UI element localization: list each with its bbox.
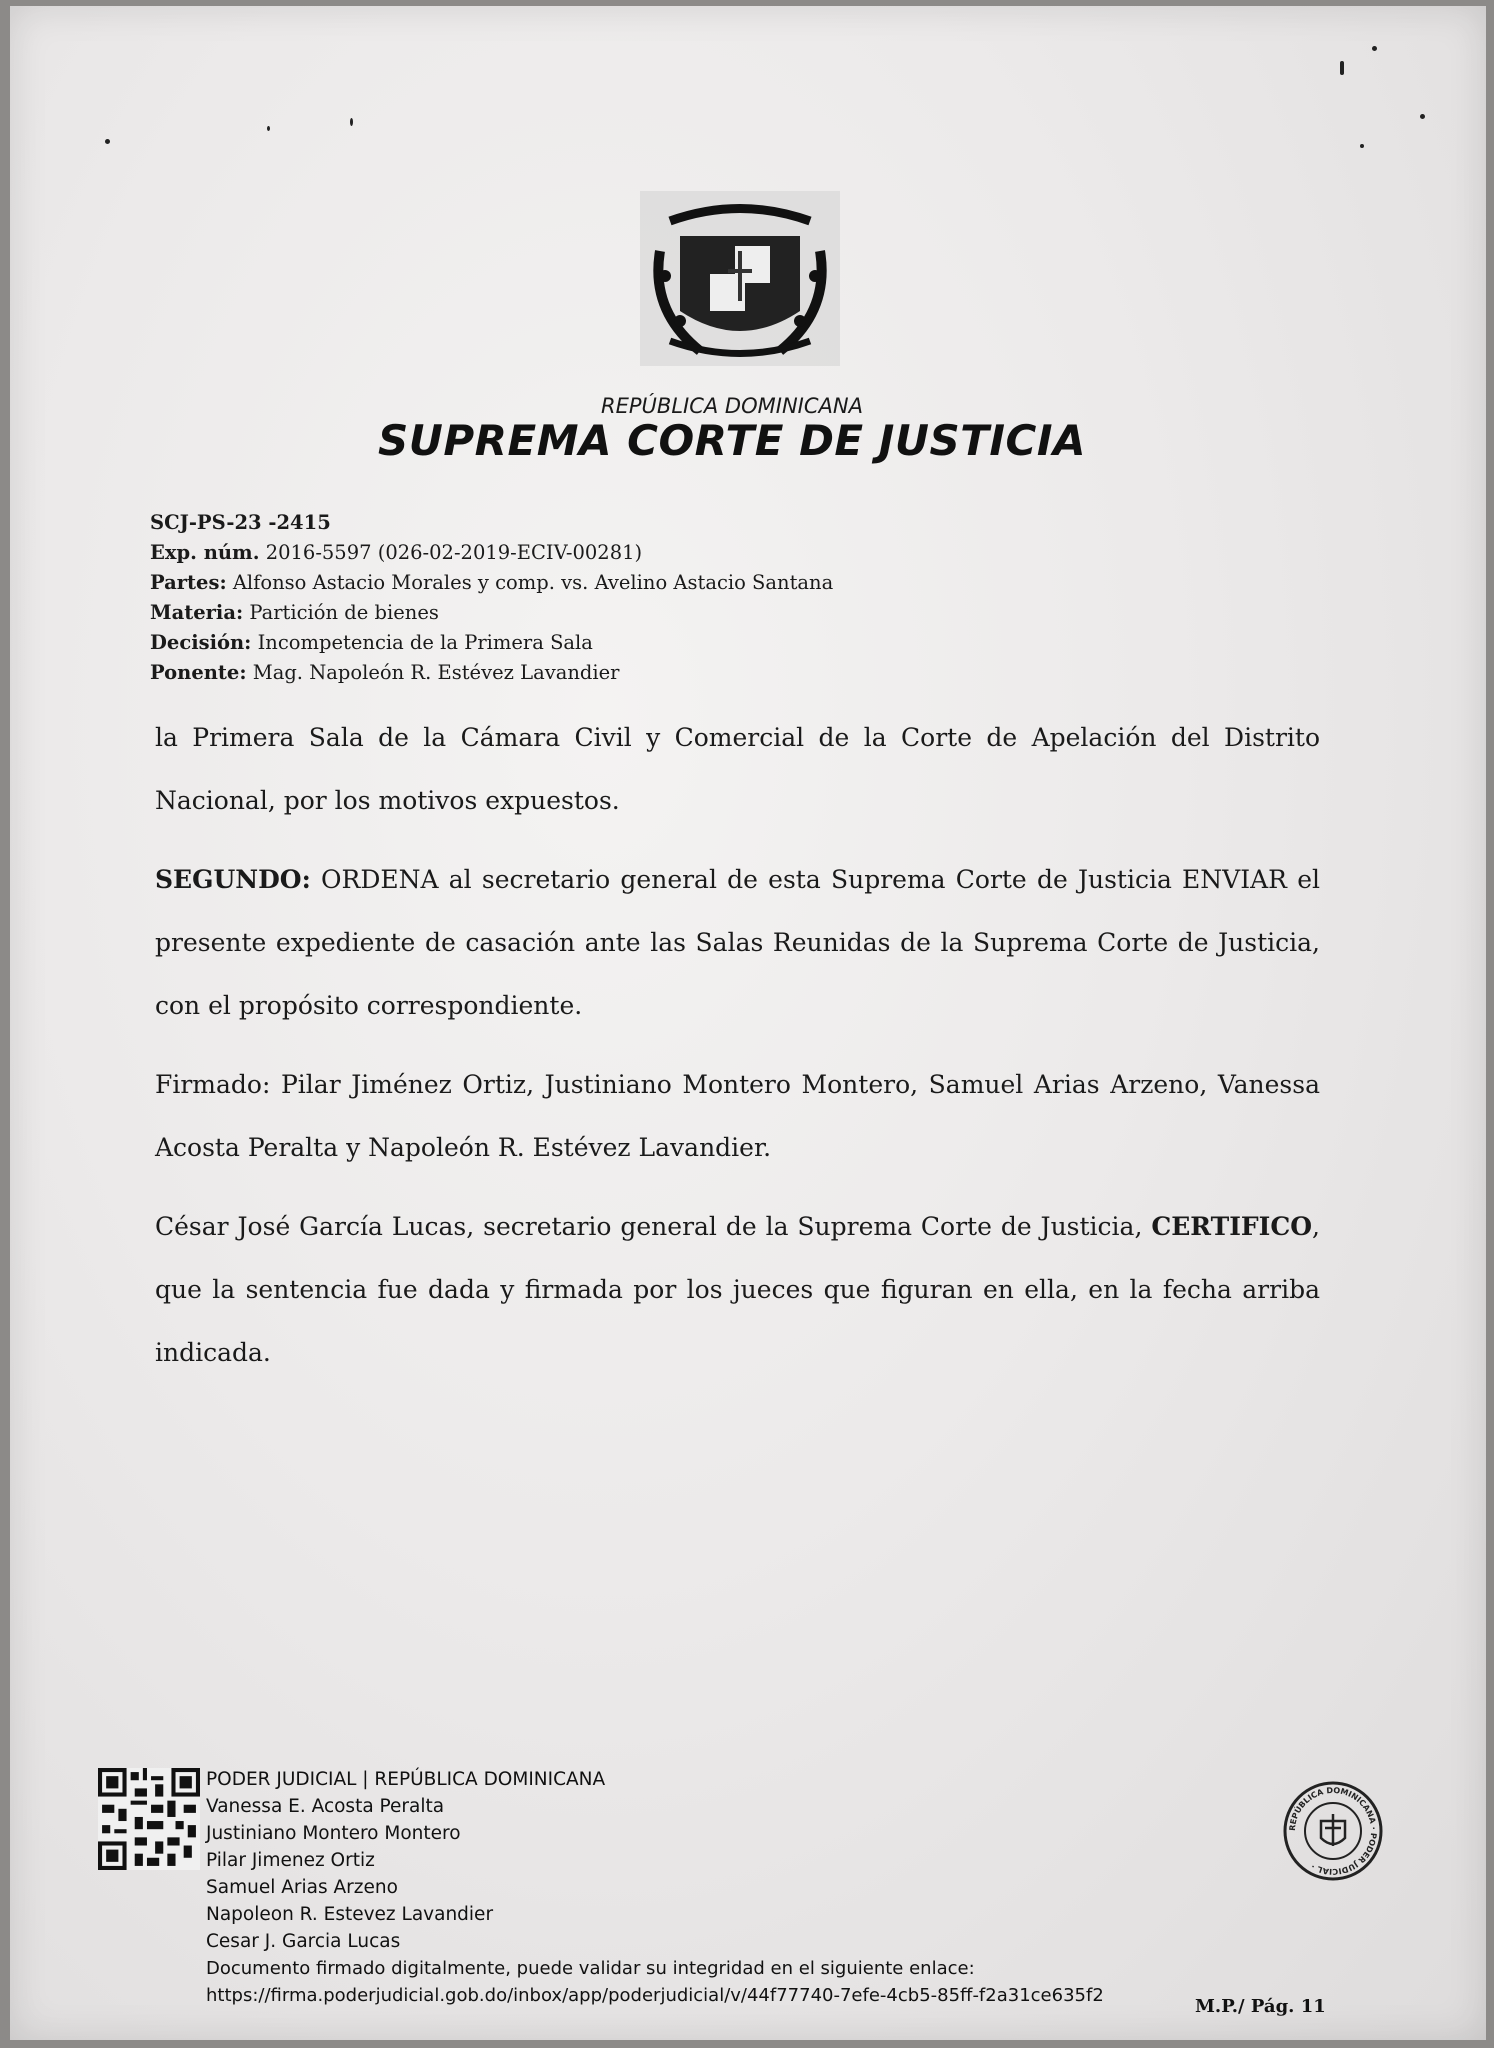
speck [350,118,353,126]
certifico-text-b: , que la sentencia fue dada y firmada por los jueces que figuran en ella, en la fecha arriba indicada. [155,1212,1320,1367]
partes-row [150,568,833,598]
signer: Samuel Arias Arzeno [206,1877,398,1898]
coat-of-arms-icon [640,191,840,366]
paragraph-1: la Primera Sala de la Cámara Civil y Comercial de la Corte de Apelación del Distrito Nacional, por los motivos expuestos. [155,723,1320,815]
signers-list [206,1766,605,1955]
ponente-label: Ponente: [150,661,247,684]
decision-label: Decisión: [150,631,252,654]
segundo-label: SEGUNDO: [155,865,311,894]
certifico-text-a: César José García Lucas, secretario general de la Suprema Corte de Justicia, [155,1212,1152,1241]
validation-note: Documento firmado digitalmente, puede validar su integridad en el siguiente enlace: [206,1958,975,1979]
ponente-row [150,658,833,688]
paragraph-firmado: Firmado: Pilar Jiménez Ortiz, Justiniano Montero Montero, Samuel Arias Arzeno, Vanessa Acosta Peralta y Napoleón R. Estévez Lavandier. [155,1070,1320,1162]
paragraph-segundo [155,848,1320,1037]
header-court-name: SUPREMA CORTE DE JUSTICIA [378,416,1086,465]
qr-code-icon[interactable] [98,1768,200,1870]
case-code-row [150,508,833,538]
judicial-seal-stamp-icon [1278,1776,1388,1886]
signer: Pilar Jimenez Ortiz [206,1850,375,1871]
document-body [155,706,1320,1400]
speck [1420,114,1425,119]
document-page [10,6,1486,2040]
segundo-text: ORDENA al secretario general de esta Suprema Corte de Justicia ENVIAR el presente expediente de casación ante las Salas Reunidas de la Suprema Corte de Justicia, con el propósito correspondiente. [155,865,1320,1020]
validation-block [206,1955,1104,2009]
materia-row [150,598,833,628]
materia-value: Partición de bienes [249,601,439,624]
exp-label: Exp. núm. [150,541,260,564]
page-number: M.P./ Pág. 11 [1195,1996,1326,2017]
decision-value: Incompetencia de la Primera Sala [257,631,593,654]
certifico-label: CERTIFICO [1151,1212,1313,1241]
paragraph-certifico [155,1195,1320,1384]
signer: Justiniano Montero Montero [206,1823,461,1844]
exp-value: 2016-5597 (026-02-2019-ECIV-00281) [265,541,643,564]
materia-label: Materia: [150,601,244,624]
case-metadata [150,508,833,688]
ponente-value: Mag. Napoleón R. Estévez Lavandier [252,661,620,684]
speck [267,126,270,131]
partes-label: Partes: [150,571,227,594]
signer: Vanessa E. Acosta Peralta [206,1796,445,1817]
validation-link[interactable]: https://firma.poderjudicial.gob.do/inbox/app/poderjudicial/v/44f77740-7efe-4cb5-85ff-f2a31ce635f2 [206,1985,1104,2006]
signer: Cesar J. Garcia Lucas [206,1931,401,1952]
case-code: SCJ-PS-23 -2415 [150,511,331,534]
header-country: REPÚBLICA DOMINICANA [601,394,863,418]
signer: Napoleon R. Estevez Lavandier [206,1904,494,1925]
speck [1360,144,1364,148]
svg-text:REPÚBLICA DOMINICANA · PODER J: REPÚBLICA DOMINICANA · PODER JUDICIAL · [1287,1785,1379,1877]
exp-row [150,538,833,568]
partes-value: Alfonso Astacio Morales y comp. vs. Avelino Astacio Santana [232,571,834,594]
speck [1372,46,1377,51]
footer-institution: PODER JUDICIAL | REPÚBLICA DOMINICANA [206,1769,606,1790]
speck [1340,61,1344,75]
decision-row [150,628,833,658]
speck [105,139,110,144]
